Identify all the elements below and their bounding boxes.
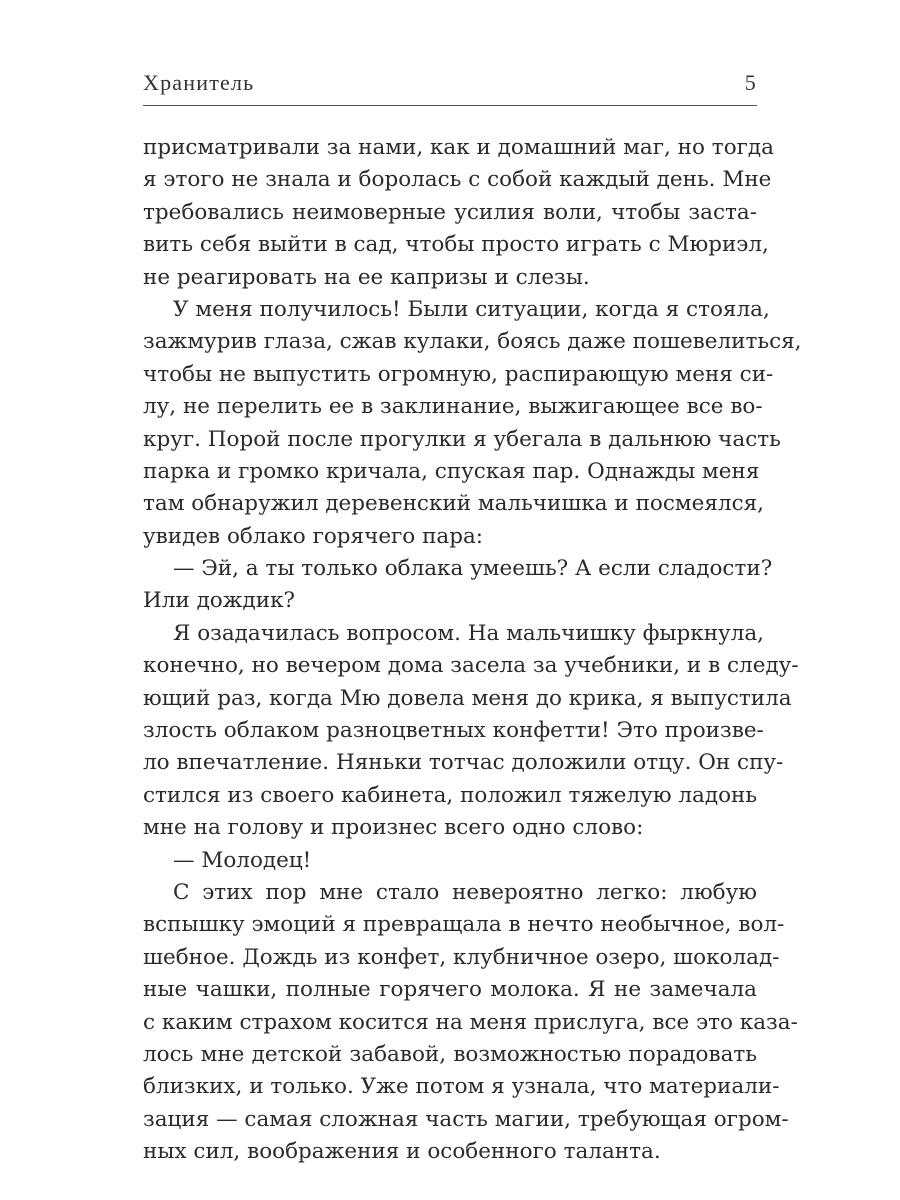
running-head [143,64,757,100]
text-line: зажмурив глаза, сжав кулаки, боясь даже пошевелиться, [143,329,802,355]
text-line: — Молодец! [173,847,312,873]
text-line: Или дождик? [143,588,296,614]
text-line: близких, и только. Уже потом я узнала, что материали- [143,1074,780,1100]
text-line: круг. Порой после прогулки я убегала в дальнюю часть [143,426,781,452]
text-line: присматривали за нами, как и домашний маг, но тогда [143,135,774,160]
page-number: 5 [744,70,757,95]
text-line: злость облаком разноцветных конфетти! Это произве- [143,718,764,744]
text-line: лось мне детской забавой, возможностью порадовать [143,1041,757,1067]
text-line: шебное. Дождь из конфет, клубничное озеро, шоколад- [143,944,780,970]
text-line: не реагировать на ее капризы и слезы. [143,264,590,290]
text-line: Я озадачилась вопросом. На мальчишку фыркнула, [173,620,764,646]
header-rule [143,105,757,106]
text-line: требовались неимоверные усилия воли, чтобы заста- [143,199,757,225]
text-line: зация — самая сложная часть магии, требующая огром- [143,1106,789,1132]
text-line: ло впечатление. Няньки тотчас доложили отцу. Он спу- [143,750,784,776]
running-title: Хранитель [143,70,255,95]
text-line: конечно, но вечером дома засела за учебники, и в следу- [143,653,799,679]
text-line: парка и громко кричала, спуская пар. Однажды меня [143,458,760,484]
text-line: стился из своего кабинета, положил тяжелую ладонь [143,782,758,808]
text-line: я этого не знала и боролась с собой каждый день. Мне [143,167,772,193]
text-line: С этих пор мне стало невероятно легко: любую [173,879,757,905]
text-line: вить себя выйти в сад, чтобы просто играть с Мюриэл, [143,232,769,258]
text-line: там обнаружил деревенский мальчишка и посмеялся, [143,491,765,517]
text-line: ные чашки, полные горячего молока. Я не замечала [143,977,757,1003]
text-line: чтобы не выпустить огромную, распирающую меня си- [143,361,774,387]
text-line: вспышку эмоций я превращала в нечто необычное, вол- [143,912,785,938]
text-line: ющий раз, когда Мю довела меня до крика, я выпустила [143,685,792,711]
text-line: мне на голову и произнес всего одно слово: [143,815,644,841]
text-line: ных сил, воображения и особенного таланта. [143,1139,661,1165]
body-text [143,132,802,1169]
text-line: с каким страхом косится на меня прислуга, все это каза- [143,1009,798,1035]
text-line: лу, не перелить ее в заклинание, выжигающее все во- [143,394,763,420]
text-line: У меня получилось! Были ситуации, когда я стояла, [173,296,770,322]
text-line: — Эй, а ты только облака умеешь? А если сладости? [173,556,773,582]
text-line: увидев облако горячего пара: [143,523,484,549]
